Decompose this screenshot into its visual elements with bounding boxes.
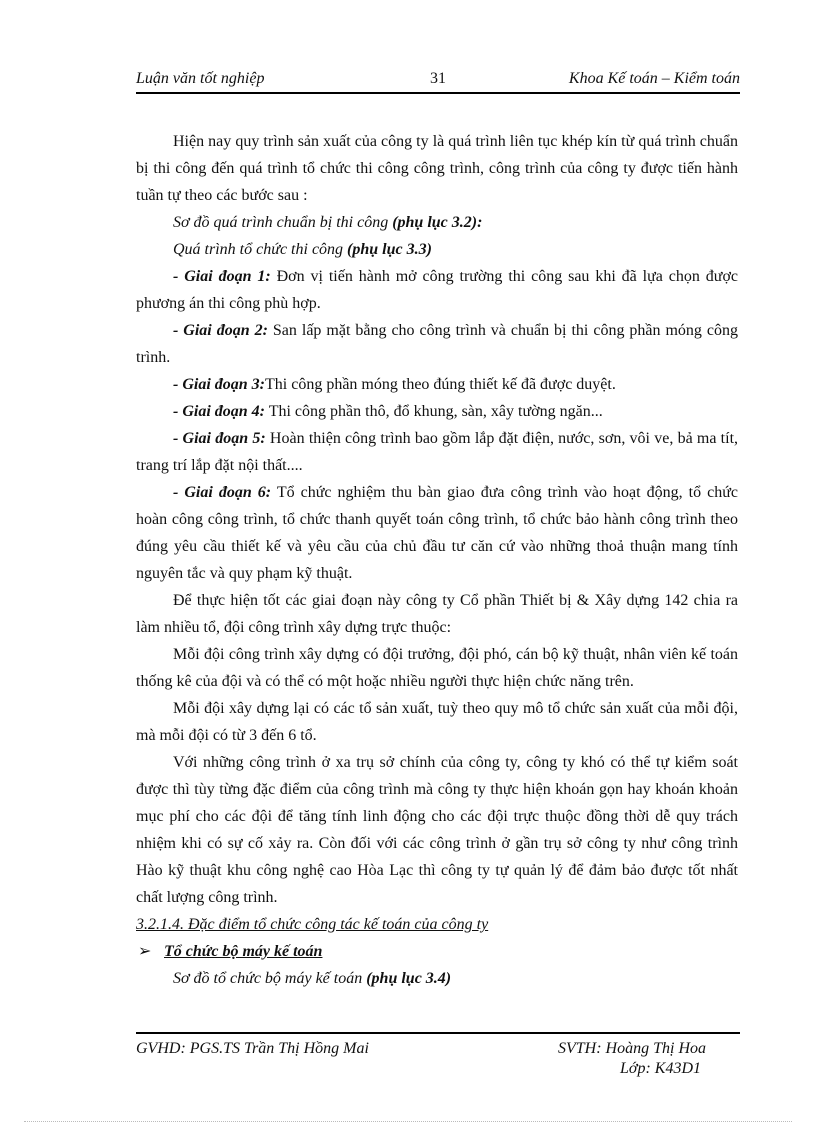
page-bottom-divider [24, 1121, 792, 1122]
arrow-bullet-icon: ➢ [138, 943, 152, 960]
header-faculty: Khoa Kế toán – Kiểm toán [568, 70, 740, 87]
stage-2: - Giai đoạn 2: San lấp mặt bằng cho công trình và chuẩn bị thi công phần móng công trình. [136, 322, 739, 366]
paragraph-team-structure: Mỗi đội công trình xây dựng có đội trưởng, đội phó, cán bộ kỹ thuật, nhân viên kế toán thống kê của đội và có thể có một hoặc nhiều người thực hiện chức năng trên. [136, 646, 738, 690]
line-phu-luc-3-4: Sơ đồ tổ chức bộ máy kế toán (phụ lục 3.4) [173, 970, 452, 987]
stage-4: - Giai đoạn 4: Thi công phần thô, đổ khung, sàn, xây tường ngăn... [173, 403, 603, 420]
paragraph-contracting: Với những công trình ở xa trụ sở chính của công ty, công ty khó có thể tự kiểm soát được thì tùy từng đặc điểm của công trình mà công ty thực hiện khoán gọn hay khoán khoản mục phí cho các đội để tăng tính linh động cho các đội trực thuộc đồng thời dễ quy trách nhiệm khi có sự cố xảy ra. Còn đối với các công trình ở gần trụ sở công ty như công trình Hào kỹ thuật khu công nghệ cao Hòa Lạc thì công ty tự quản lý để đảm bảo được tốt nhất chất lượng công trình. [136, 754, 738, 906]
footer-class: Lớp: K43D1 [620, 1060, 701, 1077]
footer-student: SVTH: Hoàng Thị Hoa [558, 1040, 707, 1057]
footer-supervisor: GVHD: PGS.TS Trần Thị Hồng Mai [136, 1040, 369, 1057]
stage-3: - Giai đoạn 3:Thi công phần móng theo đúng thiết kế đã được duyệt. [173, 376, 616, 393]
bullet-accounting-org: ➢ Tổ chức bộ máy kế toán [136, 938, 738, 965]
line-phu-luc-3-3: Quá trình tổ chức thi công (phụ lục 3.3) [173, 241, 432, 258]
section-heading: 3.2.1.4. Đặc điểm tổ chức công tác kế toán của công ty [136, 916, 489, 933]
page-header [136, 66, 740, 94]
page-number: 31 [430, 70, 446, 87]
stage-5: - Giai đoạn 5: Hoàn thiện công trình bao gồm lắp đặt điện, nước, sơn, vôi ve, bả ma tít, trang trí lắp đặt nội thất.... [136, 430, 739, 474]
line-phu-luc-3-2: Sơ đồ quá trình chuẩn bị thi công (phụ lục 3.2): [173, 214, 483, 231]
paragraph-production-units: Mỗi đội xây dựng lại có các tổ sản xuất, tuỳ theo quy mô tổ chức sản xuất của mỗi đội, mà mỗi đội có từ 3 đến 6 tổ. [136, 700, 738, 744]
paragraph-teams: Để thực hiện tốt các giai đoạn này công ty Cổ phần Thiết bị & Xây dựng 142 chia ra làm nhiều tổ, đội công trình xây dựng trực thuộc: [136, 592, 738, 636]
stage-6: - Giai đoạn 6: Tổ chức nghiệm thu bàn giao đưa công trình vào hoạt động, tổ chức hoàn công công trình, tổ chức thanh quyết toán công trình, tổ chức bảo hành công trình theo đúng yêu cầu thiết kế và yêu cầu của chủ đầu tư căn cứ vào những thoả thuận mang tính nguyên tắc và quy phạm kỹ thuật. [136, 484, 739, 582]
stage-1: - Giai đoạn 1: Đơn vị tiến hành mở công trường thi công sau khi đã lựa chọn được phương án thi công phù hợp. [136, 268, 739, 312]
paragraph-intro: Hiện nay quy trình sản xuất của công ty là quá trình liên tục khép kín từ quá trình chuẩn bị thi công đến quá trình tổ chức thi công công trình, công trình của công ty được tiến hành tuần tự theo các bước sau : [136, 133, 738, 204]
page-body [136, 128, 738, 992]
page-footer [136, 1032, 740, 1084]
header-thesis-title: Luận văn tốt nghiệp [136, 70, 265, 87]
